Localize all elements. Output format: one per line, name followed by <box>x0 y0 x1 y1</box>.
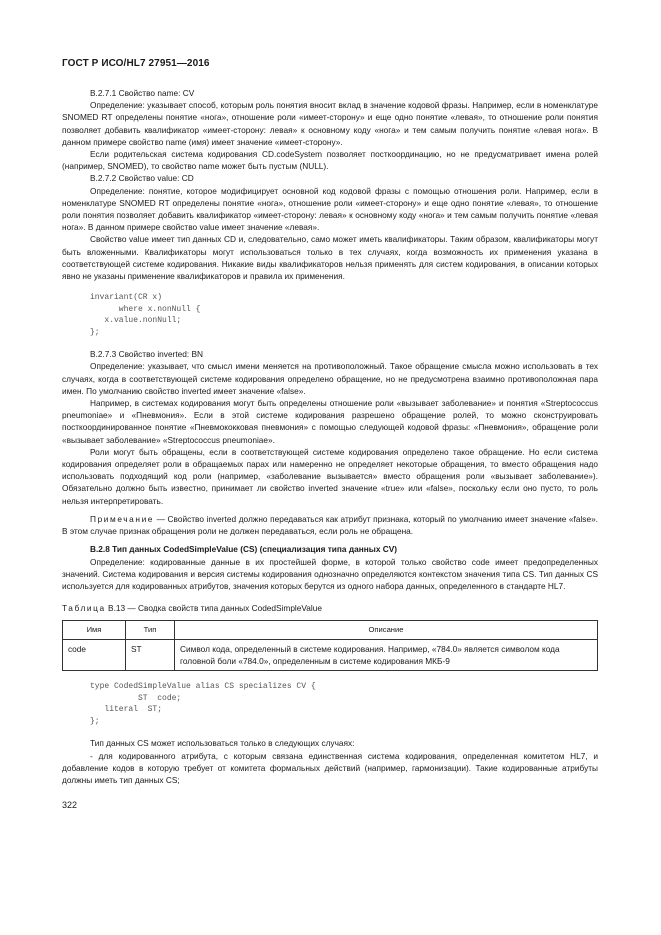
column-header: Тип <box>126 621 175 640</box>
paragraph: Например, в системах кодирования могут быть определены отношение роли «вызывает заболевание» и понятия «Streptococcus pneumoniae» и «Пневмония». Если в этой системе кодирования разрешено обращение ролей, то можно сконструировать посткоординированное понятие «Пневмококковая пневмония» с помощью следующей кодовой фразы: «Пневмония», обращение роли «вызывает заболевание» «Streptococcus pneumoniae». <box>62 398 598 445</box>
paragraph: - для кодированного атрибута, с которым связана единственная система кодирования, определенная комитетом HL7, и добавление кодов в которую требует от комитета формальных действий (например, гармонизации). Такие кодированные атрибуты должны иметь тип данных CS; <box>62 750 598 785</box>
column-header: Описание <box>175 621 598 640</box>
note <box>62 513 598 537</box>
code-line: literal ST; <box>90 705 163 715</box>
table-cell: Символ кода, определенный в системе кодирования. Например, «784.0» является символом кода головной боли «784.0», определенным в системе кодирования МКБ-9 <box>175 640 598 671</box>
code-line: x.value.nonNull; <box>90 316 182 326</box>
note-label: Примечание <box>90 513 155 524</box>
code-line: where x.nonNull { <box>90 304 201 314</box>
code-line: }; <box>90 327 100 337</box>
table-header-row <box>63 621 598 640</box>
page <box>62 58 598 810</box>
section-heading-b271: B.2.7.1 Свойство name: CV <box>90 88 195 98</box>
paragraph: Тип данных CS может использоваться только в следующих случаях: <box>90 738 355 749</box>
table-cell: code <box>63 640 126 671</box>
table-row <box>63 640 598 671</box>
table-caption-text: B.13 — Сводка свойств типа данных CodedSimpleValue <box>105 603 322 614</box>
note-text: — Свойство inverted должно передаваться как атрибут признака, который по умолчанию имеет значение «false». В этом случае признак обращения роли не должен передаваться, если роль не обращена. <box>62 513 598 537</box>
paragraph: Определение: указывает, что смысл имени меняется на противоположный. Такое обращение смысла можно использовать в тех случаях, когда в соответствующей системе кодирования определено обращение, но не предусмотрена взаимно противоположная пара имен. По умолчанию свойство inverted имеет значение «false». <box>62 361 598 396</box>
paragraph: Определение: понятие, которое модифицирует основной код кодовой фразы с помощью отношения роли. Например, если в номенклатуре SNOMED RT определены понятие «нога», отношение роли «имеет-сторону» и еще одно понятие «левая», то отношение роли понятия позволяет добавить квалификатор «имеет-сторону: левая» к основному коду «нога» и тем самым получить понятие «левая нога». В данном примере свойство value имеет значение «левая». <box>62 185 598 233</box>
section-heading-b273: B.2.7.3 Свойство inverted: BN <box>90 349 203 360</box>
properties-table <box>62 620 598 671</box>
column-header: Имя <box>63 621 126 640</box>
section-heading-b28: B.2.8 Тип данных CodedSimpleValue (CS) (специализация типа данных CV) <box>90 544 398 555</box>
table-cell: ST <box>126 640 175 671</box>
table-caption-label: Таблица <box>62 603 106 614</box>
paragraph: Роли могут быть обращены, если в соответствующей системе кодирования определено такое обращение. Но если система кодирования определяет роли в обращаемых парах или намеренно не определяет некоторые обращения, то вместо обращения надо использовать подходящий код роли (например, «заболевание вызывается» вместо обращения роли «вызывает заболевание»). Обязательно должно быть известно, принимает ли свойство inverted значение «true» или «false», поскольку если оно пусто, то роль нельзя интерпретировать. <box>62 446 598 506</box>
paragraph: Свойство value имеет тип данных CD и, следовательно, само может иметь квалификаторы. Таким образом, квалификаторы могут быть вложенными. Квалификаторы могут использоваться только в тех случаях, когда возможность их применения указана в соответствующей системе кодирования. Никакие виды квалификаторов нельзя применять для систем кодирования, в описании которых явно не указаны применение квалификаторов и правила их применения. <box>62 234 598 282</box>
table-caption <box>62 602 598 614</box>
code-line: }; <box>90 716 100 726</box>
page-number: 322 <box>62 800 78 811</box>
code-block-type <box>62 681 598 727</box>
code-line: invariant(CR x) <box>90 293 163 303</box>
paragraph: Определение: указывает способ, которым роль понятия вносит вклад в значение кодовой фразы. Например, если в номенклатуре SNOMED RT определены понятие «нога», отношение роли «имеет-сторону» и еще одно понятие «левая», то отношение роли понятия позволяет добавить квалификатор «имеет-сторону: левая» к основному коду «нога» и тем самым получить понятие «левая нога». В данном примере свойство name (имя) имеет значение «имеет-сторону». <box>62 100 598 147</box>
code-line: ST code; <box>90 693 182 703</box>
code-block-invariant <box>62 292 598 338</box>
paragraph: Если родительская система кодирования CD.codeSystem позволяет посткоординацию, но не предусматривает имена ролей (например, SNOMED), то свойство name может быть пустым (NULL). <box>62 149 598 172</box>
section-heading-b272: B.2.7.2 Свойство value: CD <box>90 173 194 184</box>
code-line: type CodedSimpleValue alias CS specializes CV { <box>90 682 316 692</box>
document-header: ГОСТ Р ИСО/HL7 27951—2016 <box>62 58 210 69</box>
paragraph: Определение: кодированные данные в их простейшей форме, в которой только свойство code имеет предопределенных значений. Система кодирования и версия системы кодирования однозначно определяются контекстом значения типа CS. Тип данных CS используется для кодированных атрибутов, значения которых берутся из одного набора данных, определенного в стандарте HL7. <box>62 556 598 591</box>
